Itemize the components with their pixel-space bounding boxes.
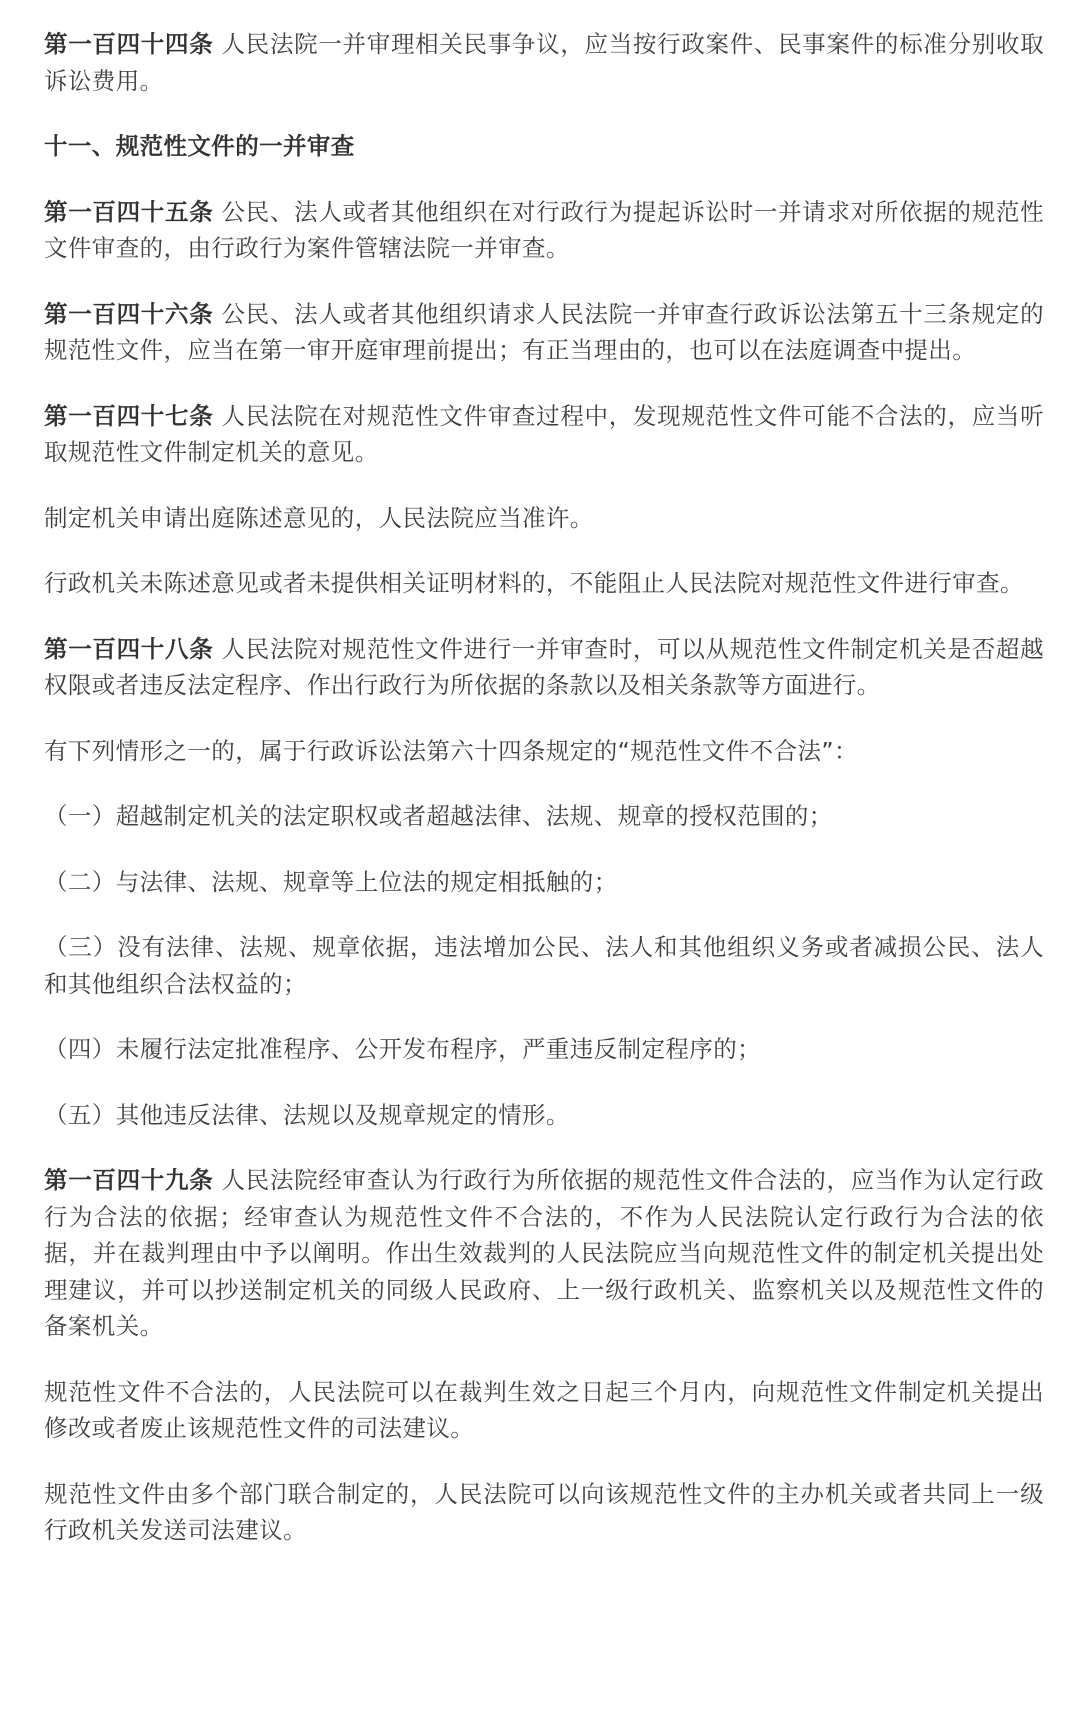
section-title: 十一、规范性文件的一并审查 (44, 132, 355, 160)
list-item (44, 864, 1044, 901)
article-text: 人民法院在对规范性文件审查过程中，发现规范性文件可能不合法的，应当听取规范性文件制定机关的意见。 (44, 401, 1044, 466)
paragraph (44, 500, 1044, 537)
list-item (44, 1097, 1044, 1134)
article-text: 公民、法人或者其他组织请求人民法院一并审查行政诉讼法第五十三条规定的规范性文件，应当在第一审开庭审理前提出；有正当理由的，也可以在法庭调查中提出。 (44, 299, 1044, 364)
list-item-text: （三）没有法律、法规、规章依据，违法增加公民、法人和其他组织义务或者减损公民、法人和其他组织合法权益的； (44, 933, 1044, 998)
section-heading (44, 128, 1044, 165)
article-145 (44, 194, 1044, 267)
article-number: 第一百四十八条 (44, 634, 214, 663)
paragraph (44, 1374, 1044, 1447)
paragraph (44, 1476, 1044, 1549)
paragraph-text: 行政机关未陈述意见或者未提供相关证明材料的，不能阻止人民法院对规范性文件进行审查。 (44, 569, 1024, 597)
article-number: 第一百四十七条 (44, 401, 214, 430)
paragraph-text: 有下列情形之一的，属于行政诉讼法第六十四条规定的“规范性文件不合法”： (44, 736, 858, 765)
list-item (44, 1031, 1044, 1068)
list-item (44, 798, 1044, 835)
article-149 (44, 1162, 1044, 1345)
article-text: 人民法院经审查认为行政行为所依据的规范性文件合法的，应当作为认定行政行为合法的依据；经审查认为规范性文件不合法的，不作为人民法院认定行政行为合法的依据，并在裁判理由中予以阐明。作出生效裁判的人民法院应当向规范性文件的制定机关提出处理建议，并可以抄送制定机关的同级人民政府、上一级行政机关、监察机关以及规范性文件的备案机关。 (44, 1166, 1044, 1340)
article-148 (44, 631, 1044, 704)
paragraph-text: 制定机关申请出庭陈述意见的，人民法院应当准许。 (44, 503, 594, 532)
paragraph (44, 565, 1044, 602)
article-number: 第一百四十四条 (44, 30, 214, 58)
article-146 (44, 296, 1044, 369)
list-item-text: （二）与法律、法规、规章等上位法的规定相抵触的； (44, 867, 618, 896)
article-text: 人民法院一并审理相关民事争议，应当按行政案件、民事案件的标准分别收取诉讼费用。 (44, 30, 1044, 95)
article-number: 第一百四十九条 (44, 1166, 214, 1194)
list-item (44, 929, 1044, 1002)
list-item-text: （四）未履行法定批准程序、公开发布程序，严重违反制定程序的； (44, 1035, 761, 1063)
article-number: 第一百四十五条 (44, 197, 214, 226)
paragraph-text: 规范性文件由多个部门联合制定的，人民法院可以向该规范性文件的主办机关或者共同上一级行政机关发送司法建议。 (44, 1479, 1044, 1544)
article-text: 人民法院对规范性文件进行一并审查时，可以从规范性文件制定机关是否超越权限或者违反法定程序、作出行政行为所依据的条款以及相关条款等方面进行。 (44, 634, 1044, 699)
document-body (44, 26, 1044, 1578)
article-text: 公民、法人或者其他组织在对行政行为提起诉讼时一并请求对所依据的规范性文件审查的，由行政行为案件管辖法院一并审查。 (44, 197, 1044, 262)
article-number: 第一百四十六条 (44, 299, 214, 328)
paragraph-text: 规范性文件不合法的，人民法院可以在裁判生效之日起三个月内，向规范性文件制定机关提出修改或者废止该规范性文件的司法建议。 (44, 1377, 1044, 1442)
article-147 (44, 398, 1044, 471)
list-item-text: （一）超越制定机关的法定职权或者超越法律、法规、规章的授权范围的； (44, 802, 833, 830)
list-item-text: （五）其他违反法律、法规以及规章规定的情形。 (44, 1100, 570, 1129)
paragraph (44, 733, 1044, 770)
article-144 (44, 26, 1044, 99)
